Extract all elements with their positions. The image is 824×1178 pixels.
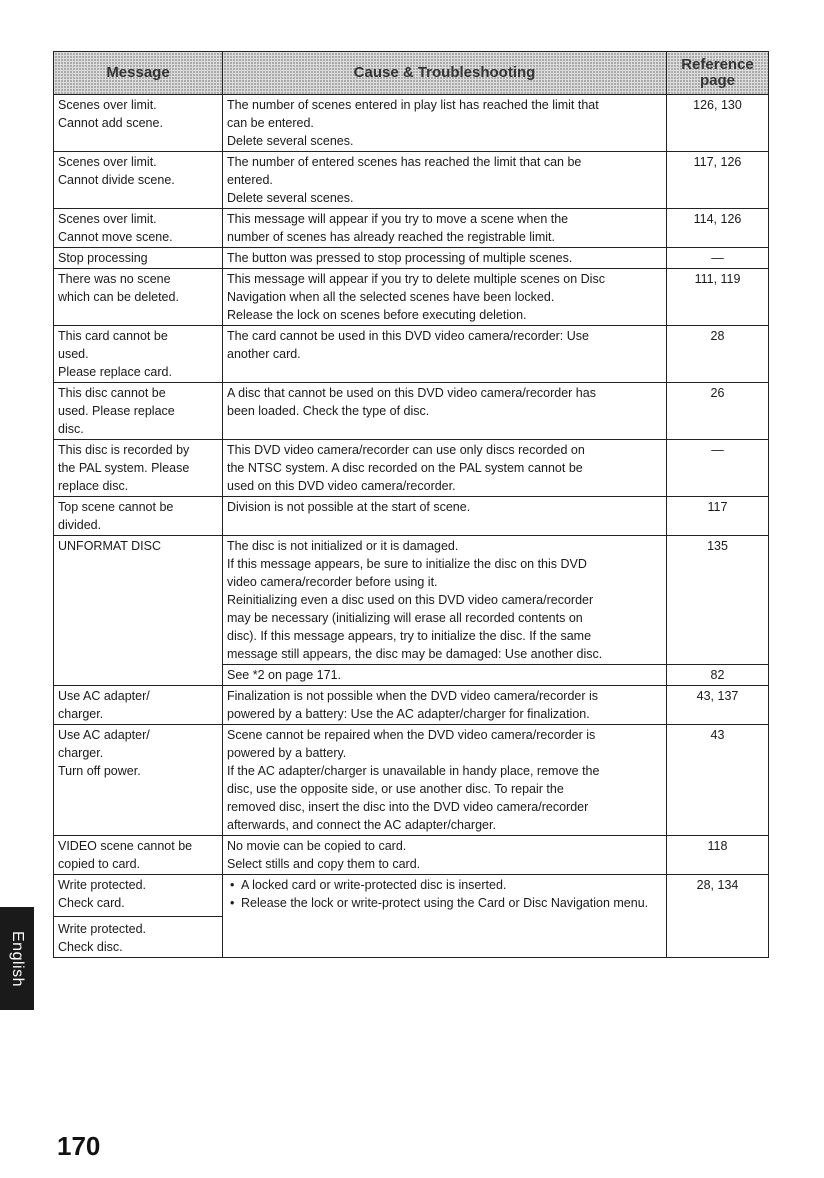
table-header-row bbox=[54, 52, 769, 95]
cause-cell bbox=[223, 686, 667, 725]
cause-line: removed disc, insert the disc into the DVD video camera/recorder bbox=[227, 800, 589, 814]
table-row bbox=[54, 269, 769, 326]
cause-line: afterwards, and connect the AC adapter/charger. bbox=[227, 818, 496, 832]
message-cell bbox=[54, 326, 223, 383]
reference-cell: 126, 130 bbox=[667, 95, 769, 152]
reference-cell: 28, 134 bbox=[667, 875, 769, 958]
cause-cell bbox=[223, 665, 667, 686]
cause-line: The button was pressed to stop processing of multiple scenes. bbox=[227, 251, 573, 265]
table-row bbox=[54, 248, 769, 269]
message-line: charger. bbox=[58, 746, 104, 760]
header-reference-line1: Reference bbox=[681, 56, 754, 73]
message-line: Cannot move scene. bbox=[58, 230, 173, 244]
cause-line: Reinitializing even a disc used on this DVD video camera/recorder bbox=[227, 593, 594, 607]
cause-cell bbox=[223, 269, 667, 326]
cause-line: No movie can be copied to card. bbox=[227, 839, 407, 853]
cause-line: If the AC adapter/charger is unavailable in handy place, remove the bbox=[227, 764, 600, 778]
message-line: This disc is recorded by bbox=[58, 443, 190, 457]
cause-cell bbox=[223, 326, 667, 383]
cause-line: Delete several scenes. bbox=[227, 134, 354, 148]
cause-line: This message will appear if you try to delete multiple scenes on Disc bbox=[227, 272, 605, 286]
cause-line: The number of entered scenes has reached the limit that can be bbox=[227, 155, 582, 169]
table-row bbox=[54, 383, 769, 440]
message-line: This disc cannot be bbox=[58, 386, 166, 400]
cause-cell bbox=[223, 536, 667, 665]
reference-cell: 117 bbox=[667, 497, 769, 536]
cause-line: The disc is not initialized or it is damaged. bbox=[227, 539, 459, 553]
cause-line: A disc that cannot be used on this DVD video camera/recorder has bbox=[227, 386, 596, 400]
reference-cell: 111, 119 bbox=[667, 269, 769, 326]
cause-line: may be necessary (initializing will erase all recorded contents on bbox=[227, 611, 583, 625]
cause-cell bbox=[223, 875, 667, 958]
cause-line: This DVD video camera/recorder can use only discs recorded on bbox=[227, 443, 585, 457]
cause-bullet-list bbox=[227, 876, 662, 912]
message-cell bbox=[54, 209, 223, 248]
message-line: disc. bbox=[58, 422, 84, 436]
table-row bbox=[54, 95, 769, 152]
message-line: VIDEO scene cannot be bbox=[58, 839, 193, 853]
cause-cell bbox=[223, 497, 667, 536]
message-line: used. Please replace bbox=[58, 404, 175, 418]
reference-cell: 26 bbox=[667, 383, 769, 440]
message-line: This card cannot be bbox=[58, 329, 168, 343]
cause-line: entered. bbox=[227, 173, 273, 187]
message-line: Write protected. bbox=[58, 878, 147, 892]
cause-line: The card cannot be used in this DVD video camera/recorder: Use bbox=[227, 329, 589, 343]
message-line: Check card. bbox=[58, 896, 125, 910]
message-line: There was no scene bbox=[58, 272, 171, 286]
cause-line: been loaded. Check the type of disc. bbox=[227, 404, 430, 418]
header-message: Message bbox=[54, 52, 223, 95]
cause-cell bbox=[223, 725, 667, 836]
message-line: Please replace card. bbox=[58, 365, 172, 379]
table-row bbox=[54, 497, 769, 536]
cause-cell bbox=[223, 383, 667, 440]
message-cell bbox=[54, 248, 223, 269]
table-row bbox=[54, 326, 769, 383]
message-line: Use AC adapter/ bbox=[58, 728, 150, 742]
reference-cell: 117, 126 bbox=[667, 152, 769, 209]
troubleshooting-table bbox=[53, 51, 769, 958]
message-line: Scenes over limit. bbox=[58, 155, 157, 169]
message-cell bbox=[54, 875, 223, 958]
message-line: which can be deleted. bbox=[58, 290, 179, 304]
message-line: Check disc. bbox=[58, 940, 123, 954]
header-reference-line2: page bbox=[699, 72, 735, 89]
message-line: copied to card. bbox=[58, 857, 140, 871]
cause-line: powered by a battery. bbox=[227, 746, 347, 760]
header-cause: Cause & Troubleshooting bbox=[223, 52, 667, 95]
header-reference bbox=[667, 52, 769, 95]
cause-line: The number of scenes entered in play list has reached the limit that bbox=[227, 98, 599, 112]
cause-line: Navigation when all the selected scenes have been locked. bbox=[227, 290, 555, 304]
message-sub-cell bbox=[54, 916, 222, 956]
cause-line: can be entered. bbox=[227, 116, 314, 130]
table-row bbox=[54, 686, 769, 725]
language-side-tab bbox=[0, 907, 34, 1010]
cause-line: Select stills and copy them to card. bbox=[227, 857, 421, 871]
cause-cell bbox=[223, 152, 667, 209]
message-cell bbox=[54, 383, 223, 440]
cause-line: This message will appear if you try to move a scene when the bbox=[227, 212, 569, 226]
reference-cell: — bbox=[667, 440, 769, 497]
message-line: UNFORMAT DISC bbox=[58, 539, 162, 553]
cause-cell bbox=[223, 95, 667, 152]
cause-line: used on this DVD video camera/recorder. bbox=[227, 479, 456, 493]
message-line: the PAL system. Please bbox=[58, 461, 190, 475]
cause-bullet: • Release the lock or write-protect using the Card or Disc Navigation menu. bbox=[227, 894, 662, 912]
message-cell bbox=[54, 497, 223, 536]
message-line: Cannot divide scene. bbox=[58, 173, 175, 187]
reference-cell: 82 bbox=[667, 665, 769, 686]
message-line: Scenes over limit. bbox=[58, 98, 157, 112]
message-line: Stop processing bbox=[58, 251, 148, 265]
message-line: divided. bbox=[58, 518, 102, 532]
table-row-write-protected bbox=[54, 875, 769, 958]
cause-cell bbox=[223, 209, 667, 248]
message-cell bbox=[54, 152, 223, 209]
cause-line: disc). If this message appears, try to initialize the disc. If the same bbox=[227, 629, 592, 643]
table-row bbox=[54, 440, 769, 497]
message-cell bbox=[54, 440, 223, 497]
cause-line: video camera/recorder before using it. bbox=[227, 575, 438, 589]
cause-line: message still appears, the disc may be damaged: Use another disc. bbox=[227, 647, 603, 661]
message-cell bbox=[54, 269, 223, 326]
cause-cell bbox=[223, 440, 667, 497]
message-line: Cannot add scene. bbox=[58, 116, 163, 130]
cause-line: powered by a battery: Use the AC adapter/charger for finalization. bbox=[227, 707, 590, 721]
table-row bbox=[54, 536, 769, 665]
message-line: replace disc. bbox=[58, 479, 129, 493]
table-row bbox=[54, 725, 769, 836]
table-row bbox=[54, 836, 769, 875]
message-line: Write protected. bbox=[58, 922, 147, 936]
table-row bbox=[54, 152, 769, 209]
message-line: Use AC adapter/ bbox=[58, 689, 150, 703]
cause-line: Scene cannot be repaired when the DVD video camera/recorder is bbox=[227, 728, 596, 742]
message-cell bbox=[54, 725, 223, 836]
cause-line: the NTSC system. A disc recorded on the PAL system cannot be bbox=[227, 461, 583, 475]
reference-cell: 135 bbox=[667, 536, 769, 665]
cause-cell bbox=[223, 836, 667, 875]
language-label: English bbox=[9, 930, 27, 987]
cause-line: another card. bbox=[227, 347, 301, 361]
message-line: Top scene cannot be bbox=[58, 500, 174, 514]
cause-line: If this message appears, be sure to initialize the disc on this DVD bbox=[227, 557, 587, 571]
table-row bbox=[54, 209, 769, 248]
reference-cell: 28 bbox=[667, 326, 769, 383]
cause-cell bbox=[223, 248, 667, 269]
reference-cell: 118 bbox=[667, 836, 769, 875]
cause-line: Release the lock on scenes before executing deletion. bbox=[227, 308, 527, 322]
reference-cell: — bbox=[667, 248, 769, 269]
cause-line: Division is not possible at the start of scene. bbox=[227, 500, 471, 514]
cause-line: See *2 on page 171. bbox=[227, 668, 341, 682]
message-cell bbox=[54, 836, 223, 875]
page-number: 170 bbox=[57, 1131, 101, 1161]
cause-line: disc, use the opposite side, or use another disc. To repair the bbox=[227, 782, 564, 796]
message-line: charger. bbox=[58, 707, 104, 721]
reference-cell: 114, 126 bbox=[667, 209, 769, 248]
message-cell bbox=[54, 95, 223, 152]
cause-line: Delete several scenes. bbox=[227, 191, 354, 205]
cause-bullet: • A locked card or write-protected disc is inserted. bbox=[227, 876, 662, 894]
reference-cell: 43 bbox=[667, 725, 769, 836]
cause-line: number of scenes has already reached the registrable limit. bbox=[227, 230, 555, 244]
cause-line: Finalization is not possible when the DVD video camera/recorder is bbox=[227, 689, 599, 703]
message-cell bbox=[54, 686, 223, 725]
message-line: used. bbox=[58, 347, 89, 361]
message-cell bbox=[54, 536, 223, 686]
message-line: Turn off power. bbox=[58, 764, 141, 778]
message-line: Scenes over limit. bbox=[58, 212, 157, 226]
reference-cell: 43, 137 bbox=[667, 686, 769, 725]
